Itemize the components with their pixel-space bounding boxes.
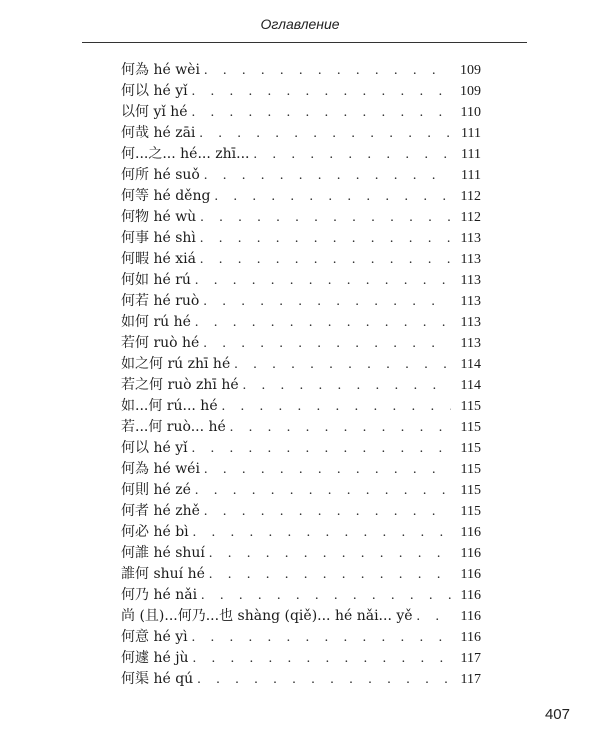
toc-page-number: 113	[460, 252, 481, 267]
toc-entry: 何哉 hé zāi	[121, 125, 196, 141]
toc-row	[121, 480, 481, 501]
toc-entry: 何意 hé yì	[121, 629, 188, 645]
toc-row	[121, 270, 481, 291]
dot-leader	[214, 186, 451, 207]
toc-entry: 何為 hé wèi	[121, 62, 200, 78]
toc-page-number: 109	[460, 84, 481, 99]
toc-row	[121, 438, 481, 459]
toc-row	[121, 249, 481, 270]
toc-page-number: 116	[460, 588, 481, 603]
toc-entry: 誰何 shuí hé	[121, 566, 205, 582]
dot-leader	[192, 438, 451, 459]
toc-entry: 尚 (且)...何乃...也 shàng (qiě)... hé nǎi... yě	[121, 608, 413, 624]
toc-page-number: 116	[460, 525, 481, 540]
running-header: Оглавление	[260, 16, 340, 32]
toc-page-number: 111	[461, 168, 481, 183]
toc-row	[121, 144, 481, 165]
toc-row	[121, 564, 481, 585]
toc-entry: 何所 hé suǒ	[121, 167, 200, 183]
toc-entry: 何暇 hé xiá	[121, 251, 196, 267]
dot-leader	[199, 123, 451, 144]
toc-entry: 何渠 hé qú	[121, 671, 194, 687]
toc-page-number: 115	[460, 441, 481, 456]
toc-entry: 何若 hé ruò	[121, 293, 200, 309]
toc-page-number: 115	[460, 504, 481, 519]
toc-entry: 若之何 ruò zhī hé	[121, 377, 239, 393]
toc-row	[121, 207, 481, 228]
toc-row	[121, 417, 481, 438]
toc-page-number: 109	[460, 63, 481, 78]
toc-row	[121, 228, 481, 249]
toc-entry: 何等 hé děng	[121, 188, 211, 204]
toc-entry: 何為 hé wéi	[121, 461, 200, 477]
toc-entry: 何事 hé shì	[121, 230, 196, 246]
table-of-contents	[121, 60, 481, 690]
dot-leader	[203, 333, 451, 354]
dot-leader	[204, 165, 451, 186]
dot-leader	[193, 522, 451, 543]
toc-entry: 何物 hé wù	[121, 209, 197, 225]
dot-leader	[204, 60, 451, 81]
dot-leader	[197, 669, 451, 690]
toc-entry: 以何 yǐ hé	[121, 104, 188, 120]
toc-page-number: 113	[460, 273, 481, 288]
toc-page-number: 112	[460, 210, 481, 225]
toc-page-number: 113	[460, 294, 481, 309]
toc-entry: 何...之... hé... zhī...	[121, 146, 250, 162]
dot-leader	[209, 564, 451, 585]
toc-row	[121, 669, 481, 690]
toc-page-number: 111	[461, 147, 481, 162]
dot-leader	[192, 627, 451, 648]
toc-page-number: 113	[460, 315, 481, 330]
toc-row	[121, 354, 481, 375]
toc-entry: 何則 hé zé	[121, 482, 191, 498]
dot-leader	[209, 543, 451, 564]
dot-leader	[195, 270, 451, 291]
toc-page-number: 117	[460, 651, 481, 666]
toc-page-number: 114	[460, 357, 481, 372]
toc-page-number: 116	[460, 546, 481, 561]
dot-leader	[253, 144, 451, 165]
toc-row	[121, 627, 481, 648]
toc-row	[121, 333, 481, 354]
toc-entry: 若何 ruò hé	[121, 335, 200, 351]
toc-row	[121, 123, 481, 144]
dot-leader	[203, 291, 451, 312]
toc-entry: 何者 hé zhě	[121, 503, 200, 519]
toc-page-number: 111	[461, 126, 481, 141]
toc-page-number: 114	[460, 378, 481, 393]
toc-page-number: 115	[460, 462, 481, 477]
dot-leader	[201, 585, 451, 606]
toc-entry: 如之何 rú zhī hé	[121, 356, 231, 372]
toc-row	[121, 459, 481, 480]
toc-entry: 如...何 rú... hé	[121, 398, 218, 414]
toc-row	[121, 165, 481, 186]
toc-page-number: 115	[460, 399, 481, 414]
dot-leader	[230, 417, 451, 438]
toc-row	[121, 102, 481, 123]
toc-row	[121, 606, 481, 627]
page-number: 407	[544, 706, 570, 723]
toc-entry: 何如 hé rú	[121, 272, 191, 288]
dot-leader	[195, 480, 451, 501]
dot-leader	[243, 375, 451, 396]
toc-row	[121, 186, 481, 207]
dot-leader	[417, 606, 451, 627]
toc-entry: 何以 hé yǐ	[121, 83, 188, 99]
toc-row	[121, 81, 481, 102]
dot-leader	[204, 459, 451, 480]
toc-page-number: 116	[460, 630, 481, 645]
toc-page-number: 113	[460, 336, 481, 351]
dot-leader	[222, 396, 451, 417]
toc-entry: 如何 rú hé	[121, 314, 191, 330]
toc-page-number: 117	[460, 672, 481, 687]
header-rule	[82, 42, 527, 43]
dot-leader	[192, 81, 451, 102]
toc-row	[121, 312, 481, 333]
toc-row	[121, 522, 481, 543]
dot-leader	[193, 648, 451, 669]
toc-page-number: 116	[460, 567, 481, 582]
toc-row	[121, 375, 481, 396]
toc-entry: 何乃 hé nǎi	[121, 587, 198, 603]
toc-entry: 何誰 hé shuí	[121, 545, 205, 561]
toc-row	[121, 60, 481, 81]
toc-row	[121, 396, 481, 417]
toc-row	[121, 543, 481, 564]
dot-leader	[200, 207, 451, 228]
toc-entry: 若...何 ruò... hé	[121, 419, 226, 435]
toc-page-number: 113	[460, 231, 481, 246]
toc-entry: 何以 hé yǐ	[121, 440, 188, 456]
dot-leader	[192, 102, 451, 123]
toc-row	[121, 648, 481, 669]
dot-leader	[234, 354, 451, 375]
toc-page-number: 116	[460, 609, 481, 624]
toc-row	[121, 501, 481, 522]
toc-page-number: 115	[460, 420, 481, 435]
toc-row	[121, 585, 481, 606]
dot-leader	[195, 312, 451, 333]
toc-entry: 何遽 hé jù	[121, 650, 189, 666]
toc-entry: 何必 hé bì	[121, 524, 189, 540]
toc-row	[121, 291, 481, 312]
toc-page-number: 112	[460, 189, 481, 204]
toc-page-number: 110	[460, 105, 481, 120]
dot-leader	[200, 249, 451, 270]
dot-leader	[204, 501, 451, 522]
toc-page-number: 115	[460, 483, 481, 498]
dot-leader	[200, 228, 451, 249]
